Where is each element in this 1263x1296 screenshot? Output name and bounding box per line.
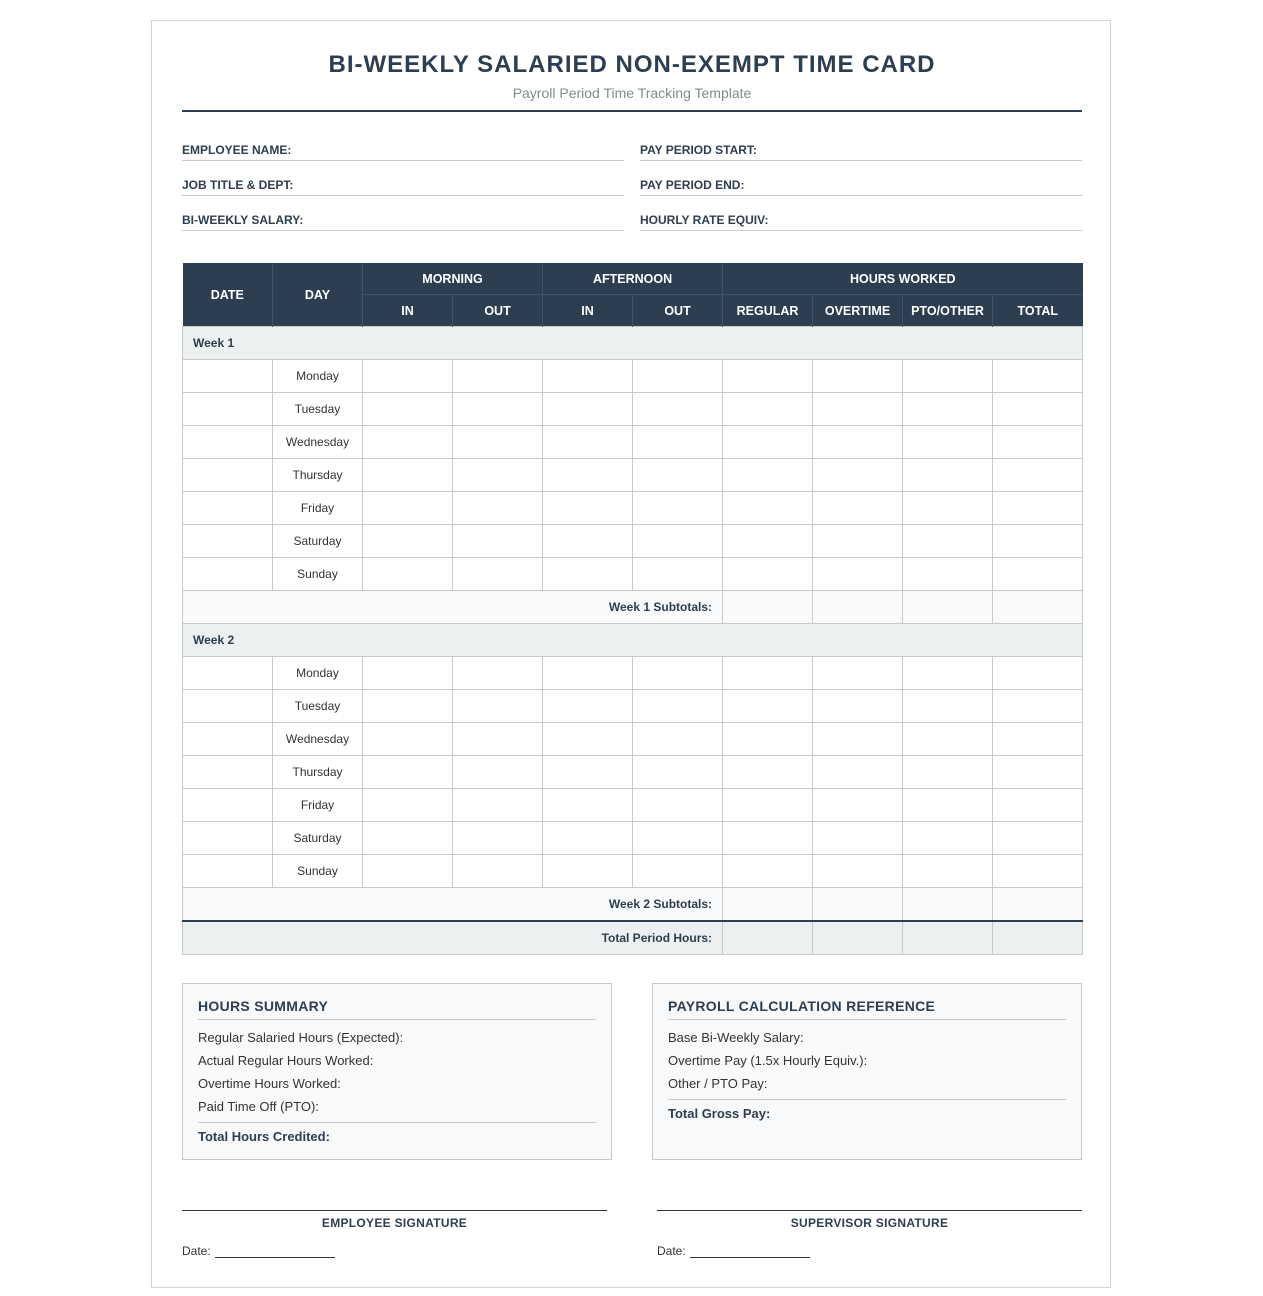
date-cell[interactable] <box>183 393 273 426</box>
table-row <box>183 360 1083 393</box>
subtotal-overtime-cell[interactable] <box>813 888 903 922</box>
subtotal-overtime-cell[interactable] <box>813 591 903 624</box>
date-cell[interactable] <box>183 822 273 855</box>
date-cell[interactable] <box>183 657 273 690</box>
header-afternoon-in: IN <box>543 295 633 327</box>
afternoon-in-cell[interactable] <box>543 657 633 690</box>
overtime-cell[interactable] <box>813 690 903 723</box>
date-cell[interactable] <box>183 690 273 723</box>
date-cell[interactable] <box>183 723 273 756</box>
payroll-line: Overtime Pay (1.5x Hourly Equiv.): <box>668 1053 868 1068</box>
overtime-cell[interactable] <box>813 789 903 822</box>
day-cell: Wednesday <box>273 723 363 756</box>
subtotal-regular-cell[interactable] <box>723 591 813 624</box>
hours-summary-box <box>182 983 612 1160</box>
afternoon-in-cell[interactable] <box>543 426 633 459</box>
afternoon-out-cell[interactable] <box>633 690 723 723</box>
regular-cell[interactable] <box>723 459 813 492</box>
total-cell[interactable] <box>993 492 1083 525</box>
overtime-cell[interactable] <box>813 525 903 558</box>
table-row <box>183 459 1083 492</box>
page-title: BI-WEEKLY SALARIED NON-EXEMPT TIME CARD <box>328 51 936 78</box>
header-morning-in: IN <box>363 295 453 327</box>
employee-signature-date <box>182 1244 607 1258</box>
total-cell[interactable] <box>993 525 1083 558</box>
summary-line: Paid Time Off (PTO): <box>198 1099 319 1114</box>
morning-in-cell[interactable] <box>363 657 453 690</box>
overtime-cell[interactable] <box>813 756 903 789</box>
afternoon-in-cell[interactable] <box>543 492 633 525</box>
day-cell: Sunday <box>273 558 363 591</box>
morning-in-cell[interactable] <box>363 426 453 459</box>
supervisor-signature-label: SUPERVISOR SIGNATURE <box>790 1216 949 1230</box>
week-header-row <box>183 327 1083 360</box>
afternoon-out-cell[interactable] <box>633 723 723 756</box>
date-cell[interactable] <box>183 558 273 591</box>
day-cell: Monday <box>273 360 363 393</box>
total-cell[interactable] <box>993 690 1083 723</box>
header-morning: MORNING <box>363 263 543 295</box>
page-subtitle: Payroll Period Time Tracking Template <box>512 85 752 101</box>
supervisor-signature-block <box>657 1210 1082 1258</box>
afternoon-out-cell[interactable] <box>633 855 723 888</box>
morning-out-cell[interactable] <box>453 789 543 822</box>
supervisor-signature-date <box>657 1244 1082 1258</box>
header-regular: REGULAR <box>723 295 813 327</box>
overtime-cell[interactable] <box>813 723 903 756</box>
regular-cell[interactable] <box>723 789 813 822</box>
total-cell[interactable] <box>993 789 1083 822</box>
pto-cell[interactable] <box>903 360 993 393</box>
morning-out-cell[interactable] <box>453 822 543 855</box>
morning-in-cell[interactable] <box>363 393 453 426</box>
employee-signature-block <box>182 1210 607 1258</box>
regular-cell[interactable] <box>723 558 813 591</box>
total-pto-cell[interactable] <box>903 921 993 955</box>
week-label: Week 1 <box>183 327 1083 360</box>
afternoon-in-cell[interactable] <box>543 690 633 723</box>
subtotal-pto-cell[interactable] <box>903 888 993 922</box>
day-cell: Saturday <box>273 525 363 558</box>
pto-cell[interactable] <box>903 789 993 822</box>
pto-cell[interactable] <box>903 492 993 525</box>
afternoon-out-cell[interactable] <box>633 789 723 822</box>
subtotal-row <box>183 591 1083 624</box>
date-blank-line[interactable] <box>215 1245 335 1258</box>
summary-line: Overtime Hours Worked: <box>198 1076 341 1091</box>
day-cell: Tuesday <box>273 393 363 426</box>
afternoon-in-cell[interactable] <box>543 789 633 822</box>
pto-cell[interactable] <box>903 459 993 492</box>
hours-summary-title: HOURS SUMMARY <box>198 998 596 1020</box>
morning-out-cell[interactable] <box>453 492 543 525</box>
employee-name-field[interactable]: EMPLOYEE NAME: <box>182 137 624 161</box>
table-row <box>183 822 1083 855</box>
morning-in-cell[interactable] <box>363 723 453 756</box>
regular-cell[interactable] <box>723 690 813 723</box>
table-row <box>183 855 1083 888</box>
total-cell[interactable] <box>993 393 1083 426</box>
afternoon-out-cell[interactable] <box>633 756 723 789</box>
pto-cell[interactable] <box>903 525 993 558</box>
day-cell: Sunday <box>273 855 363 888</box>
afternoon-in-cell[interactable] <box>543 822 633 855</box>
afternoon-in-cell[interactable] <box>543 558 633 591</box>
payroll-reference-box <box>652 983 1082 1160</box>
title-divider <box>182 110 1082 112</box>
afternoon-in-cell[interactable] <box>543 723 633 756</box>
overtime-cell[interactable] <box>813 657 903 690</box>
total-cell[interactable] <box>993 360 1083 393</box>
regular-cell[interactable] <box>723 525 813 558</box>
time-card-page <box>151 20 1111 1288</box>
day-cell: Saturday <box>273 822 363 855</box>
total-cell[interactable] <box>993 558 1083 591</box>
header-afternoon: AFTERNOON <box>543 263 723 295</box>
header-afternoon-out: OUT <box>633 295 723 327</box>
table-row <box>183 690 1083 723</box>
date-blank-line[interactable] <box>690 1245 810 1258</box>
overtime-cell[interactable] <box>813 492 903 525</box>
morning-out-cell[interactable] <box>453 855 543 888</box>
date-cell[interactable] <box>183 492 273 525</box>
morning-in-cell[interactable] <box>363 690 453 723</box>
time-card-table <box>182 263 1083 955</box>
date-cell[interactable] <box>183 525 273 558</box>
morning-out-cell[interactable] <box>453 360 543 393</box>
date-cell[interactable] <box>183 756 273 789</box>
overtime-cell[interactable] <box>813 459 903 492</box>
morning-out-cell[interactable] <box>453 525 543 558</box>
overtime-cell[interactable] <box>813 360 903 393</box>
time-card-body <box>183 327 1083 955</box>
afternoon-in-cell[interactable] <box>543 360 633 393</box>
pto-cell[interactable] <box>903 558 993 591</box>
pto-cell[interactable] <box>903 690 993 723</box>
afternoon-in-cell[interactable] <box>543 756 633 789</box>
date-cell[interactable] <box>183 789 273 822</box>
payroll-total: Total Gross Pay: <box>668 1099 1066 1125</box>
morning-out-cell[interactable] <box>453 690 543 723</box>
afternoon-out-cell[interactable] <box>633 558 723 591</box>
regular-cell[interactable] <box>723 360 813 393</box>
day-cell: Friday <box>273 789 363 822</box>
afternoon-out-cell[interactable] <box>633 393 723 426</box>
morning-in-cell[interactable] <box>363 822 453 855</box>
morning-in-cell[interactable] <box>363 360 453 393</box>
morning-out-cell[interactable] <box>453 393 543 426</box>
header-overtime: OVERTIME <box>813 295 903 327</box>
header-day: DAY <box>273 263 363 327</box>
afternoon-out-cell[interactable] <box>633 657 723 690</box>
afternoon-out-cell[interactable] <box>633 459 723 492</box>
day-cell: Thursday <box>273 756 363 789</box>
table-row <box>183 723 1083 756</box>
total-cell[interactable] <box>993 426 1083 459</box>
subtotal-row <box>183 888 1083 922</box>
total-cell[interactable] <box>993 756 1083 789</box>
regular-cell[interactable] <box>723 492 813 525</box>
day-cell: Tuesday <box>273 690 363 723</box>
job-title-field[interactable]: JOB TITLE & DEPT: <box>182 172 624 196</box>
overtime-cell[interactable] <box>813 393 903 426</box>
morning-out-cell[interactable] <box>453 558 543 591</box>
afternoon-out-cell[interactable] <box>633 525 723 558</box>
total-cell[interactable] <box>993 855 1083 888</box>
total-total-cell[interactable] <box>993 921 1083 955</box>
date-label: Date: <box>182 1244 211 1258</box>
date-cell[interactable] <box>183 426 273 459</box>
payroll-line: Other / PTO Pay: <box>668 1076 768 1091</box>
morning-in-cell[interactable] <box>363 558 453 591</box>
overtime-cell[interactable] <box>813 426 903 459</box>
table-row <box>183 756 1083 789</box>
header-morning-out: OUT <box>453 295 543 327</box>
pto-cell[interactable] <box>903 393 993 426</box>
table-row <box>183 492 1083 525</box>
afternoon-out-cell[interactable] <box>633 492 723 525</box>
subtotal-label: Week 1 Subtotals: <box>183 591 723 624</box>
morning-in-cell[interactable] <box>363 789 453 822</box>
summary-total: Total Hours Credited: <box>198 1122 596 1148</box>
table-row <box>183 789 1083 822</box>
pto-cell[interactable] <box>903 855 993 888</box>
afternoon-in-cell[interactable] <box>543 855 633 888</box>
morning-out-cell[interactable] <box>453 459 543 492</box>
afternoon-out-cell[interactable] <box>633 426 723 459</box>
summary-line: Regular Salaried Hours (Expected): <box>198 1030 404 1045</box>
week-label: Week 2 <box>183 624 1083 657</box>
bi-weekly-salary-field[interactable]: BI-WEEKLY SALARY: <box>182 207 624 231</box>
total-cell[interactable] <box>993 822 1083 855</box>
summary-line: Actual Regular Hours Worked: <box>198 1053 374 1068</box>
regular-cell[interactable] <box>723 855 813 888</box>
payroll-line: Base Bi-Weekly Salary: <box>668 1030 804 1045</box>
day-cell: Wednesday <box>273 426 363 459</box>
total-cell[interactable] <box>993 723 1083 756</box>
header-hours-worked: HOURS WORKED <box>723 263 1083 295</box>
day-cell: Thursday <box>273 459 363 492</box>
subtotal-total-cell[interactable] <box>993 888 1083 922</box>
subtotal-regular-cell[interactable] <box>723 888 813 922</box>
morning-out-cell[interactable] <box>453 756 543 789</box>
pay-period-start-field[interactable]: PAY PERIOD START: <box>640 137 1082 161</box>
pto-cell[interactable] <box>903 822 993 855</box>
total-cell[interactable] <box>993 657 1083 690</box>
date-label: Date: <box>657 1244 686 1258</box>
date-cell[interactable] <box>183 855 273 888</box>
afternoon-out-cell[interactable] <box>633 822 723 855</box>
morning-in-cell[interactable] <box>363 525 453 558</box>
morning-in-cell[interactable] <box>363 855 453 888</box>
table-row <box>183 657 1083 690</box>
total-overtime-cell[interactable] <box>813 921 903 955</box>
week-header-row <box>183 624 1083 657</box>
day-cell: Monday <box>273 657 363 690</box>
regular-cell[interactable] <box>723 822 813 855</box>
morning-out-cell[interactable] <box>453 723 543 756</box>
overtime-cell[interactable] <box>813 822 903 855</box>
header-total: TOTAL <box>993 295 1083 327</box>
regular-cell[interactable] <box>723 426 813 459</box>
afternoon-in-cell[interactable] <box>543 525 633 558</box>
morning-in-cell[interactable] <box>363 756 453 789</box>
table-row <box>183 525 1083 558</box>
pay-period-end-field[interactable]: PAY PERIOD END: <box>640 172 1082 196</box>
pto-cell[interactable] <box>903 723 993 756</box>
table-row <box>183 426 1083 459</box>
total-cell[interactable] <box>993 459 1083 492</box>
morning-out-cell[interactable] <box>453 426 543 459</box>
day-cell: Friday <box>273 492 363 525</box>
pto-cell[interactable] <box>903 657 993 690</box>
total-regular-cell[interactable] <box>723 921 813 955</box>
morning-out-cell[interactable] <box>453 657 543 690</box>
pto-cell[interactable] <box>903 426 993 459</box>
overtime-cell[interactable] <box>813 855 903 888</box>
payroll-reference-title: PAYROLL CALCULATION REFERENCE <box>668 998 1066 1020</box>
pto-cell[interactable] <box>903 756 993 789</box>
regular-cell[interactable] <box>723 657 813 690</box>
total-period-label: Total Period Hours: <box>183 921 723 955</box>
morning-in-cell[interactable] <box>363 492 453 525</box>
afternoon-in-cell[interactable] <box>543 393 633 426</box>
date-cell[interactable] <box>183 360 273 393</box>
overtime-cell[interactable] <box>813 558 903 591</box>
employee-signature-label: EMPLOYEE SIGNATURE <box>321 1216 468 1230</box>
subtotal-label: Week 2 Subtotals: <box>183 888 723 922</box>
afternoon-in-cell[interactable] <box>543 459 633 492</box>
regular-cell[interactable] <box>723 723 813 756</box>
subtotal-total-cell[interactable] <box>993 591 1083 624</box>
header-date: DATE <box>183 263 273 327</box>
regular-cell[interactable] <box>723 393 813 426</box>
table-row <box>183 558 1083 591</box>
morning-in-cell[interactable] <box>363 459 453 492</box>
regular-cell[interactable] <box>723 756 813 789</box>
total-period-row <box>183 921 1083 955</box>
subtotal-pto-cell[interactable] <box>903 591 993 624</box>
date-cell[interactable] <box>183 459 273 492</box>
table-row <box>183 393 1083 426</box>
header-pto: PTO/OTHER <box>903 295 993 327</box>
afternoon-out-cell[interactable] <box>633 360 723 393</box>
hourly-rate-field[interactable]: HOURLY RATE EQUIV: <box>640 207 1082 231</box>
